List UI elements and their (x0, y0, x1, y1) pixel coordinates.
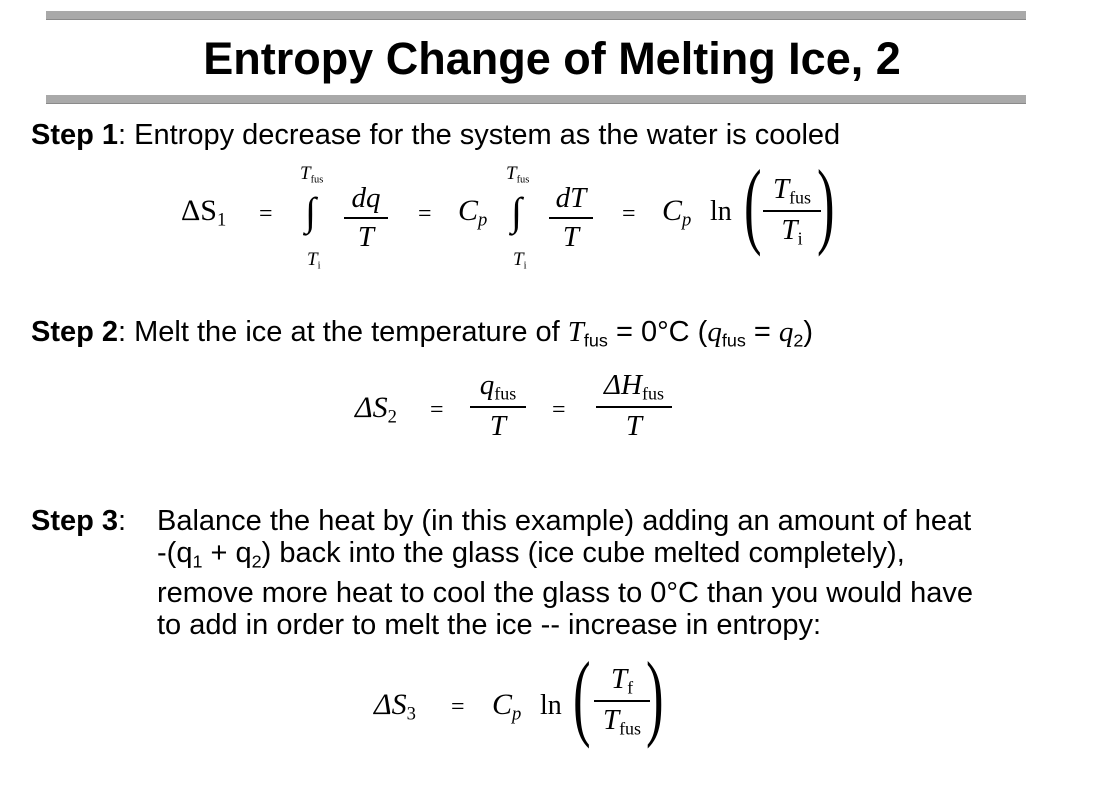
eq1-frac-dq-T: dq T (344, 184, 388, 252)
step3-line4: to add in order to melt the ice -- increase in entropy: (157, 609, 822, 642)
eq2-equals-1: = (430, 397, 444, 423)
eq1-int2-upper: $T_{fus}$ (506, 163, 530, 186)
eq1-int1-lower: $T_i$ (307, 249, 321, 272)
step3-body (157, 505, 973, 641)
eq1-frac-dT-T: dT T (549, 184, 593, 252)
eq2-lhs: $\Delta S_2$ (355, 391, 397, 428)
step2-q2: $q_2$ (778, 316, 804, 351)
step2-heading (31, 316, 813, 356)
eq3-lhs: $\Delta S_3$ (374, 688, 416, 725)
eq1-right-paren: ) (817, 150, 835, 257)
step2-text-d: ) (803, 316, 814, 348)
eq1-ln: ln (710, 196, 732, 227)
eq1-left-paren: ( (744, 150, 762, 257)
step2-text-c: = (745, 316, 779, 348)
step3-line3: remove more heat to cool the glass to 0°C than you would have (157, 577, 974, 610)
step1-label: Step 1 (31, 119, 119, 151)
eq3-right-paren: ) (646, 642, 664, 749)
step2-label: Step 2 (31, 316, 119, 348)
eq3-left-paren: ( (573, 642, 591, 749)
step2-text-a: : Melt the ice at the temperature of (118, 316, 568, 348)
step1-text: : Entropy decrease for the system as the water is cooled (118, 119, 841, 151)
eq2-equals-2: = (552, 397, 566, 423)
eq1-equals-2: = (418, 201, 432, 227)
eq1-int2-lower: $T_i$ (513, 249, 527, 272)
step1-heading (31, 119, 840, 151)
slide-title: Entropy Change of Melting Ice, 2 (203, 33, 901, 84)
eq1-equals-3: = (622, 201, 636, 227)
eq1-lhs: $\Delta S_1$ (181, 194, 227, 231)
step3-heading (31, 505, 126, 537)
eq1-cp-1: $C_p$ (458, 194, 488, 231)
eq1-frac-ratio: $T_{fus}$ $T_i$ (763, 175, 821, 248)
eq1-integral-2: ∫ (511, 189, 522, 234)
title-divider (46, 95, 1026, 103)
eq1-cp-2: $C_p$ (662, 194, 692, 231)
step3-line1: Balance the heat by (in this example) adding an amount of heat (157, 505, 972, 537)
eq1-int1-upper: $T_{fus}$ (300, 163, 324, 186)
step2-q: $q_{fus}$ (707, 316, 746, 351)
eq2-frac-H-T: $\Delta H_{fus}$ T (596, 371, 672, 441)
step2-T: $T_{fus}$ (567, 316, 608, 351)
step3-colon: : (118, 505, 127, 537)
eq3-equals: = (451, 694, 465, 720)
step3-line2: $-(q_1 + q_2)$ back into the glass (ice cube melted completely), (157, 537, 905, 572)
eq1-equals-1: = (259, 201, 273, 227)
eq3-cp: $C_p$ (492, 688, 522, 725)
eq1-integral-1: ∫ (305, 189, 316, 234)
top-divider (46, 11, 1026, 19)
eq3-frac-ratio: $T_f$ $T_{fus}$ (594, 665, 650, 738)
eq2-frac-q-T: $q_{fus}$ T (470, 371, 526, 441)
step3-label: Step 3 (31, 505, 119, 537)
step2-text-b: = 0°C ( (607, 316, 708, 348)
eq3-ln: ln (540, 690, 562, 721)
